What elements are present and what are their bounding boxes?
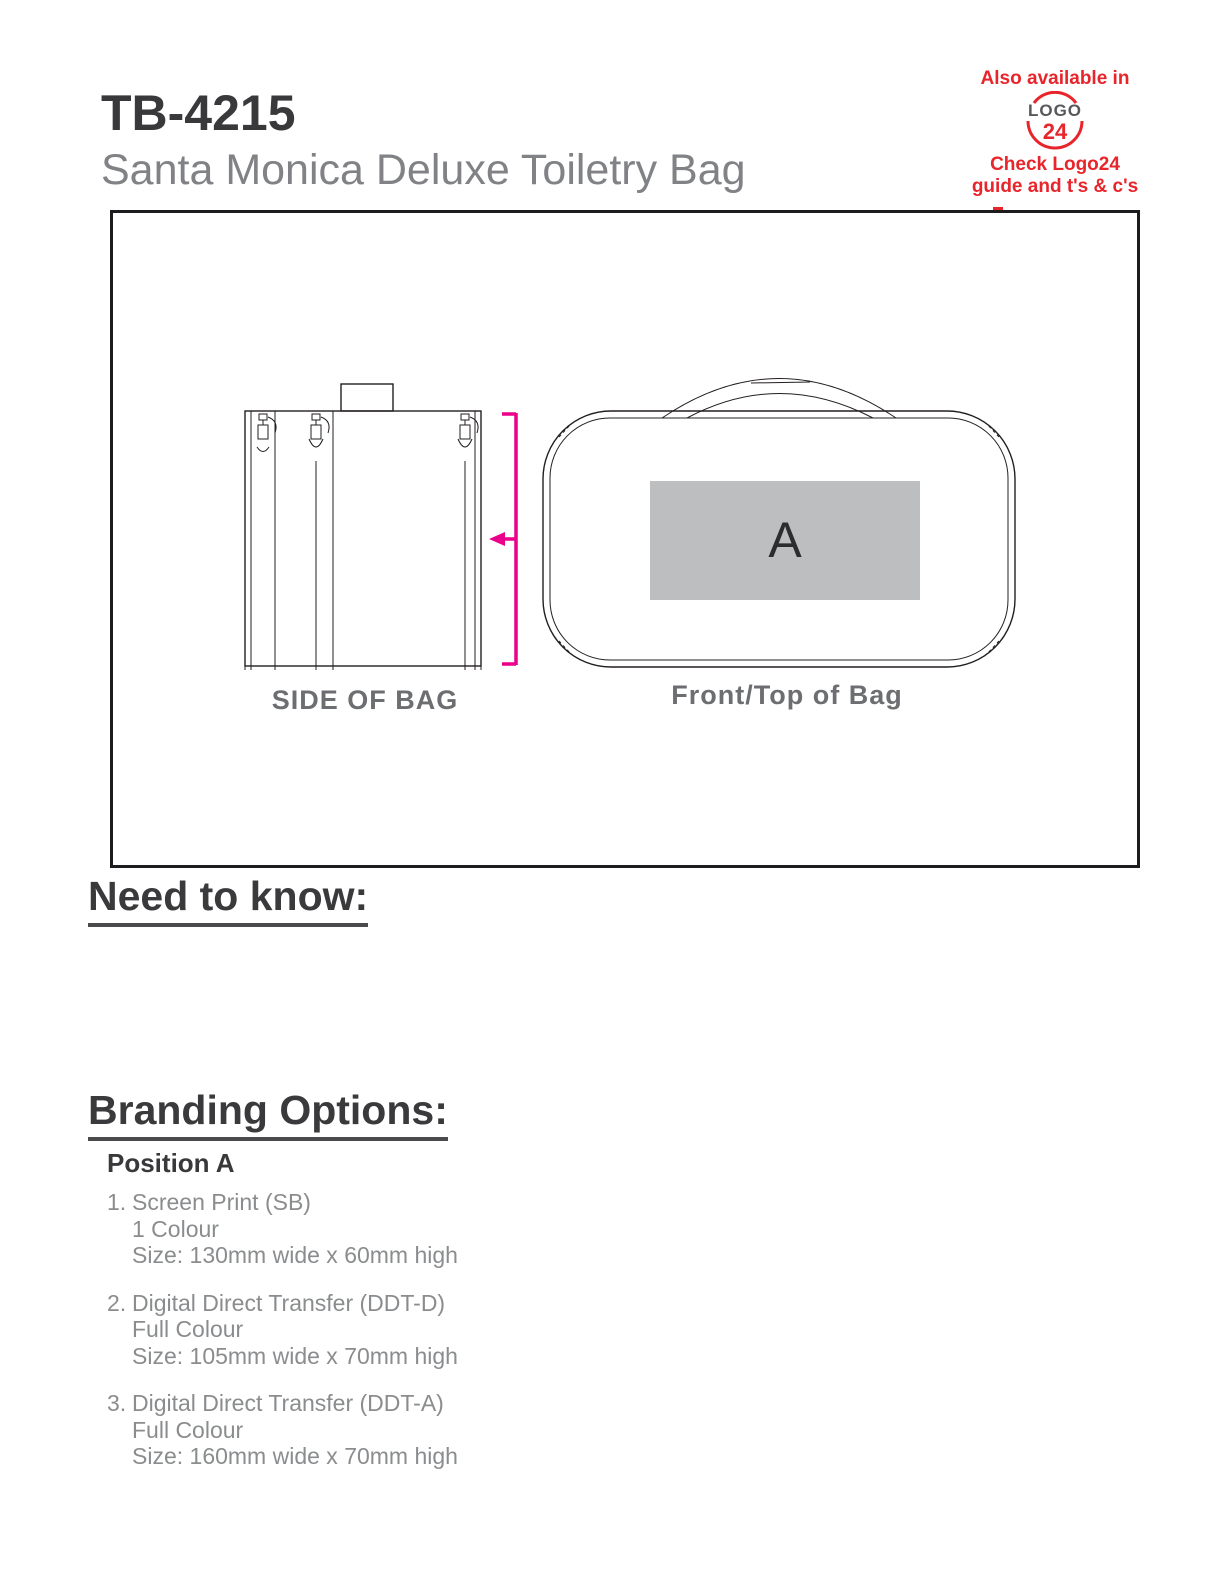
bag-technical-drawing	[113, 213, 1137, 865]
logo24-badge-icon	[1016, 91, 1094, 153]
branding-options-heading: Branding Options:	[88, 1088, 448, 1141]
branding-options-section	[107, 1148, 707, 1491]
diagram-box	[110, 210, 1140, 868]
branding-option-2	[107, 1290, 707, 1370]
option-method: Digital Direct Transfer (DDT-A)	[132, 1390, 444, 1416]
option-colour: Full Colour	[132, 1316, 244, 1342]
badge-number-text: 24	[1042, 119, 1068, 145]
option-size: Size: 105mm wide x 70mm high	[132, 1342, 458, 1369]
front-top-of-bag-drawing	[543, 379, 1015, 711]
check-logo24-text: Check Logo24	[990, 154, 1120, 176]
branding-option-1	[107, 1189, 707, 1269]
need-to-know-heading: Need to know:	[88, 874, 368, 927]
branding-option-3	[107, 1390, 707, 1470]
option-size: Size: 160mm wide x 70mm high	[132, 1443, 458, 1469]
position-marker-letter: A	[768, 512, 802, 568]
option-number: 1.	[107, 1189, 127, 1215]
position-a-title: Position A	[107, 1148, 235, 1178]
option-colour: Full Colour	[132, 1416, 244, 1443]
zipper-pull-icon	[257, 414, 276, 452]
dimension-bracket	[489, 413, 516, 665]
option-size: Size: 130mm wide x 60mm high	[132, 1242, 458, 1268]
also-available-text: Also available in	[980, 68, 1130, 89]
side-of-bag-label: SIDE OF BAG	[271, 685, 459, 715]
logo24-block	[955, 68, 1155, 197]
product-code-title: TB-4215	[101, 85, 296, 141]
side-of-bag-drawing	[245, 384, 481, 715]
option-colour: 1 Colour	[132, 1215, 219, 1242]
product-name-subtitle: Santa Monica Deluxe Toiletry Bag	[101, 146, 746, 194]
dimension-arrow-icon	[489, 532, 505, 546]
side-body-outline	[245, 411, 481, 666]
front-top-of-bag-label: Front/Top of Bag	[671, 680, 903, 710]
badge-logo-text: LOGO	[1027, 101, 1083, 121]
side-top-tab	[341, 384, 393, 411]
zipper-pull-icon	[309, 414, 329, 447]
option-number: 2.	[107, 1289, 127, 1316]
option-method: Digital Direct Transfer (DDT-D)	[132, 1289, 446, 1316]
option-method: Screen Print (SB)	[132, 1189, 311, 1215]
option-number: 3.	[107, 1390, 127, 1416]
guide-text: guide and t's & c's	[971, 175, 1139, 197]
